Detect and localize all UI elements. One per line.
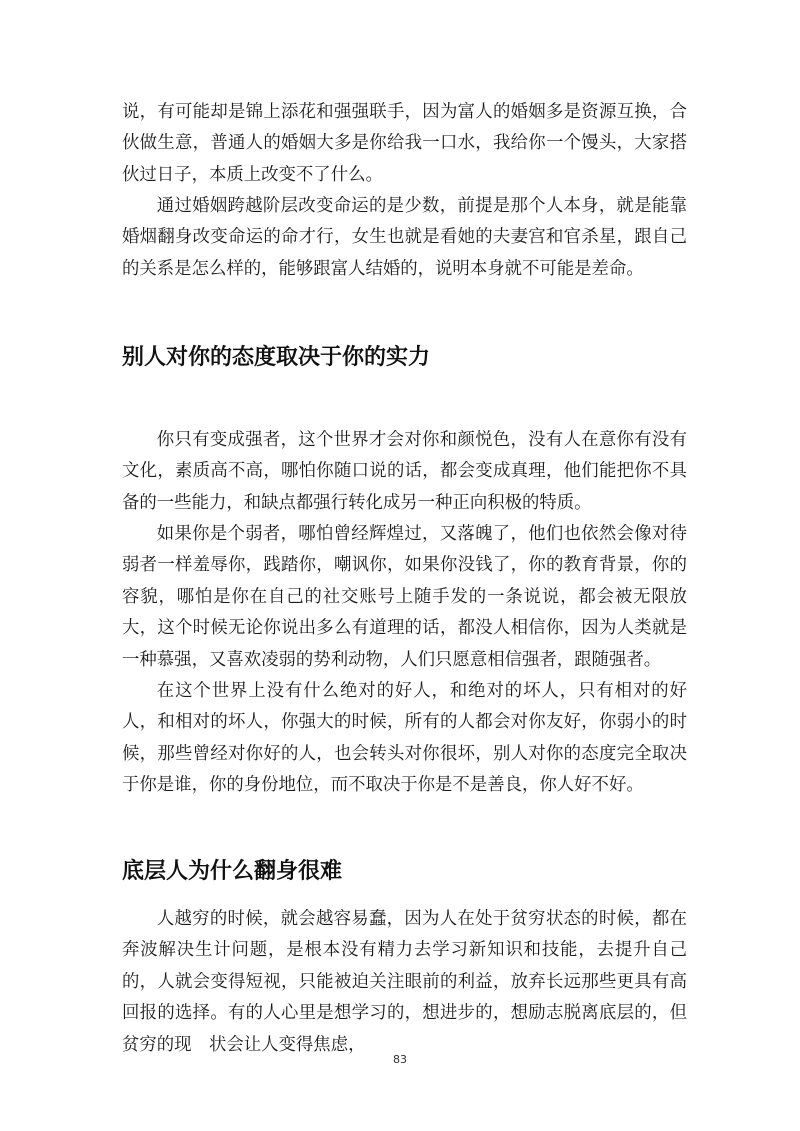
body-paragraph: 说，有可能却是锦上添花和强强联手，因为富人的婚姻多是资源互换，合伙做生意，普通人的婚姻大多是你给我一口水，我给你一个馒头，大家搭伙过日子，本质上改变不了什么。	[122, 102, 687, 185]
section-heading: 别人对你的态度取决于你的实力	[122, 345, 431, 370]
body-paragraph: 在这个世界上没有什么绝对的好人，和绝对的坏人，只有相对的好人，和相对的坏人，你强大的时候，所有的人都会对你友好，你弱小的时候，那些曾经对你好的人，也会转头对你很坏，别人对你的态度完全取决于你是谁，你的身份地位，而不取决于你是不是善良，你人好不好。	[122, 681, 687, 796]
body-paragraph: 通过婚姻跨越阶层改变命运的是少数，前提是那个人本身，就是能靠婚烟翻身改变命运的命才行，女生也就是看她的夫妻宫和官杀星，跟自己的关系是怎么样的，能够跟富人结婚的，说明本身就不可能是差命。	[122, 196, 687, 279]
page-number: 83	[393, 1053, 407, 1066]
section-heading: 底层人为什么翻身很难	[122, 859, 343, 884]
body-paragraph: 你只有变成强者，这个世界才会对你和颜悦色，没有人在意你有没有文化，素质高不高，哪怕你随口说的话，都会变成真理，他们能把你不具备的一些能力，和缺点都强行转化成另一种正向积极的特质。	[122, 430, 687, 513]
body-paragraph: 如果你是个弱者，哪怕曾经辉煌过，又落魄了，他们也依然会像对待弱者一样羞辱你，践踏你，嘲讽你，如果你没钱了，你的教育背景，你的容貌，哪怕是你在自己的社交账号上随手发的一条说说，都会被无限放大，这个时候无论你说出多么有道理的话，都没人相信你，因为人类就是一种慕强，又喜欢凌弱的势利动物，人们只愿意相信强者，跟随强者。	[122, 524, 687, 670]
body-paragraph: 人越穷的时候，就会越容易蠢，因为人在处于贫穷状态的时候，都在奔波解决生计问题，是根本没有精力去学习新知识和技能，去提升自己的，人就会变得短视，只能被迫关注眼前的利益，放弃长远那些更具有高回报的选择。有的人心里是想学习的，想进步的，想励志脱离底层的，但贫穷的现 状会让人变得焦虑，	[122, 909, 687, 1055]
